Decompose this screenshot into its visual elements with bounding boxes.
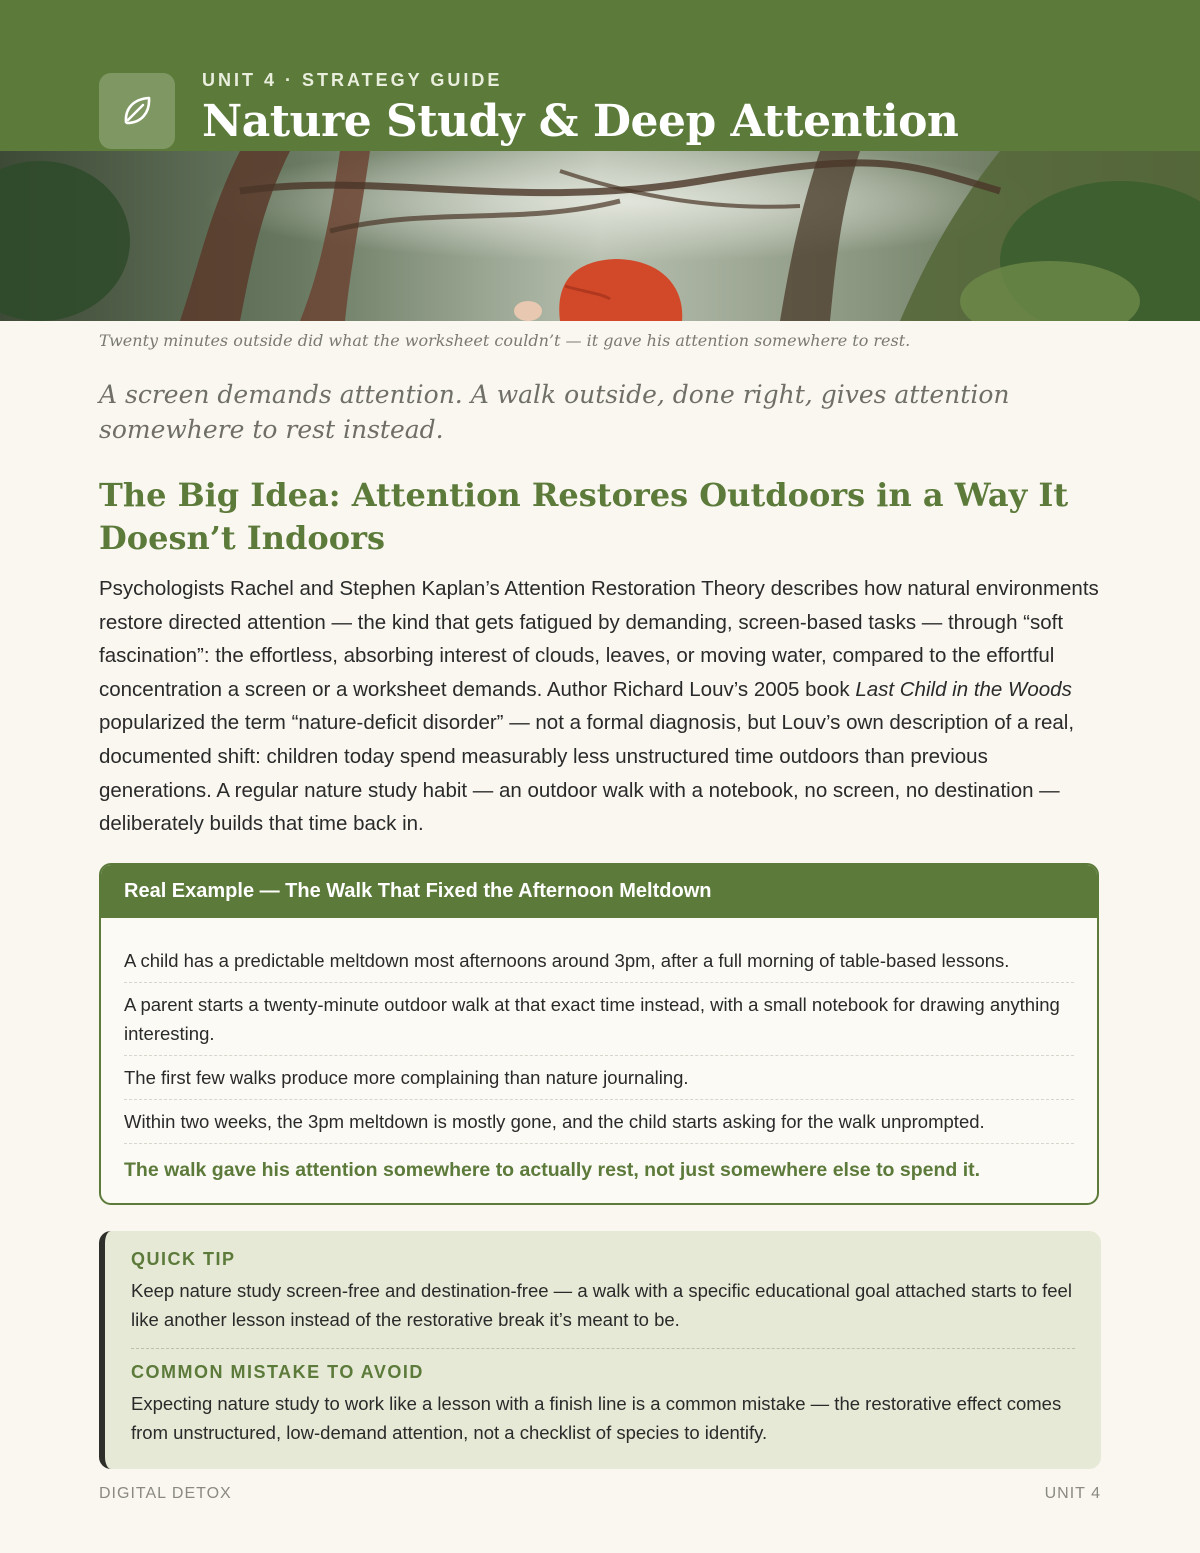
example-card — [99, 863, 1099, 1205]
footer-course-name: DIGITAL DETOX — [99, 1485, 232, 1502]
tips-callout — [99, 1231, 1101, 1469]
common-mistake-text: Expecting nature study to work like a lesson with a finish line is a common mistake — the restorative effect comes from unstructured, low-demand attention, not a checklist of species to identify. — [131, 1393, 1062, 1443]
list-item: A child has a predictable meltdown most afternoons around 3pm, after a full morning of table-based lessons. — [124, 946, 1074, 983]
logo-badge — [99, 73, 175, 149]
section-heading: The Big Idea: Attention Restores Outdoors in a Way It Doesn’t Indoors — [99, 476, 1069, 557]
example-card-title: Real Example — The Walk That Fixed the Afternoon Meltdown — [101, 865, 1097, 918]
page-header — [0, 0, 1200, 151]
quick-tip-text: Keep nature study screen-free and destination-free — a walk with a specific educational goal attached starts to feel like another lesson instead of the restorative break it’s meant to be. — [131, 1280, 1072, 1330]
common-mistake-label: COMMON MISTAKE TO AVOID — [131, 1362, 424, 1382]
body-text-part: popularized the term “nature-deficit disorder” — not a formal diagnosis, but Louv’s own description of a real, documented shift: children today spend measurably less unstructured time outdoors than previous generations. A regular nature study habit — an outdoor walk with a notebook, no screen, no destination — deliberately builds that time back in. — [99, 711, 1075, 836]
list-item: Within two weeks, the 3pm meltdown is mostly gone, and the child starts asking for the walk unprompted. — [124, 1107, 1074, 1144]
list-item: The first few walks produce more complaining than nature journaling. — [124, 1063, 1074, 1100]
footer-unit-label: UNIT 4 — [1044, 1485, 1101, 1502]
example-list — [101, 918, 1097, 1185]
example-conclusion: The walk gave his attention somewhere to actually rest, not just somewhere else to spend it. — [124, 1159, 981, 1181]
section-body — [99, 572, 1104, 841]
photo-caption: Twenty minutes outside did what the worksheet couldn’t — it gave his attention somewhere to rest. — [99, 331, 911, 350]
leaf-icon — [117, 91, 157, 131]
tip-divider — [131, 1348, 1075, 1349]
page-title: Nature Study & Deep Attention — [202, 96, 959, 147]
book-title: Last Child in the Woods — [855, 677, 1072, 701]
hero-photo — [0, 151, 1200, 321]
quick-tip-label: QUICK TIP — [131, 1249, 236, 1269]
list-item: A parent starts a twenty-minute outdoor walk at that exact time instead, with a small notebook for drawing anything interesting. — [124, 990, 1074, 1056]
body-text-part: Psychologists Rachel and Stephen Kaplan’s Attention Restoration Theory describes how natural environments restore directed attention — the kind that gets fatigued by demanding, screen-based tasks — through “soft fascination”: the effortless, absorbing interest of clouds, leaves, or moving water, compared to the effortful concentration a screen or a worksheet demands. Author Richard Louv’s 2005 book — [99, 577, 1099, 701]
unit-eyebrow: UNIT 4 · STRATEGY GUIDE — [202, 70, 503, 90]
lead-paragraph: A screen demands attention. A walk outside, done right, gives attention somewhere to rest instead. — [99, 380, 1010, 444]
